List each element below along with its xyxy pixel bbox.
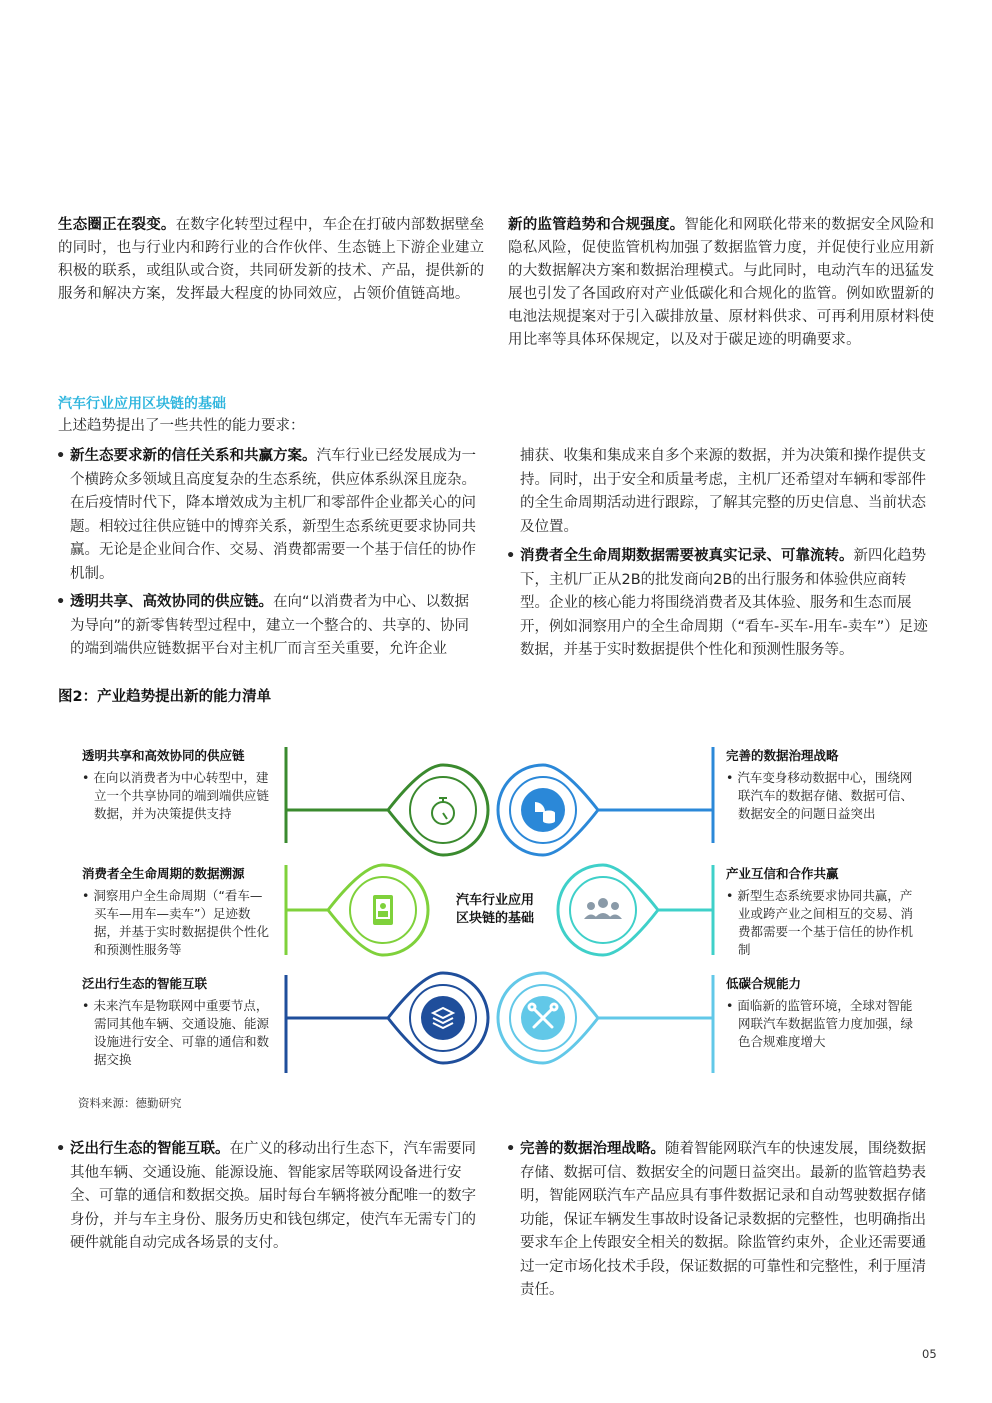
page-number: 05 bbox=[922, 1347, 937, 1361]
caption-body: • 汽车变身移动数据中心，围绕网联汽车的数据存储、数据可信、数据安全的问题日益突出 bbox=[726, 770, 914, 821]
bullet-dot: • bbox=[506, 1141, 516, 1157]
bullet-dot: • bbox=[56, 448, 66, 464]
bullet-heading: 消费者全生命周期数据需要被真实记录、可靠流转。 bbox=[520, 548, 854, 564]
bullet-dot: • bbox=[56, 1141, 66, 1157]
caption-title: 产业互信和合作共赢 bbox=[726, 866, 839, 881]
bullet-consumer-lifecycle bbox=[506, 545, 932, 663]
bullet-text: 随着智能网联汽车的快速发展，围绕数据存储、数据可信、数据安全的问题日益突出。最新的监管趋势表明，智能网联汽车产品应具有事件数据记录和自动驾驶数据存储功能，保证车辆发生事故时设备记录数据的完整性，也明确指出要求车企上传跟安全相关的数据。除监管约束外，企业还需要通过一定市场化技术手段，保证数据的可靠性和完整性，利于厘清责任。 bbox=[520, 1141, 926, 1298]
bullet-text: 在广义的移动出行生态下，汽车需要同其他车辆、交通设施、能源设施、智能家居等联网设备进行安全、可靠的通信和数据交换。届时每台车辆将被分配唯一的数字身份，并与车主身份、服务历史和钱包绑定，使汽车无需专门的硬件就能自动完成各场景的支付。 bbox=[70, 1141, 476, 1251]
ecosystem-paragraph bbox=[58, 214, 486, 306]
caption-title: 泛出行生态的智能互联 bbox=[82, 976, 208, 991]
caption-text: 汽车变身移动数据中心，围绕网联汽车的数据存储、数据可信、数据安全的问题日益突出 bbox=[737, 770, 914, 821]
caption-low-carbon bbox=[726, 975, 914, 1051]
caption-body: • 在向以消费者为中心转型中，建立一个共享协同的端到端供应链数据，并为决策提供支持 bbox=[82, 770, 270, 821]
bullet-text: 捕获、收集和集成来自多个来源的数据，并为决策和操作提供支持。同时，出于安全和质量考虑，主机厂还希望对车辆和零部件的全生命周期活动进行跟踪，了解其完整的历史信息、当前状态及位置。 bbox=[520, 448, 926, 535]
caption-title: 透明共享和高效协同的供应链 bbox=[82, 748, 245, 763]
bullet-supply-chain bbox=[56, 591, 482, 662]
figure-title: 图2：产业趋势提出新的能力清单 bbox=[58, 689, 272, 705]
caption-body: • 未来汽车是物联网中重要节点，需同其他车辆、交通设施、能源设施进行安全、可靠的通信和数据交换 bbox=[82, 998, 270, 1067]
bullet-text: 新四化趋势下，主机厂正从2B的批发商向2B的出行服务和体验供应商转型。企业的核心能力将围绕消费者及其体验、服务和生态而展开，例如洞察用户的全生命周期（“看车-买车-用车-卖车”）足迹数据，并基于实时数据提供个性化和预测性服务等。 bbox=[520, 548, 928, 658]
caption-title: 消费者全生命周期的数据溯源 bbox=[82, 866, 245, 881]
bullet-heading: 新生态要求新的信任关系和共赢方案。 bbox=[70, 448, 317, 464]
mobile-user-icon bbox=[373, 895, 393, 925]
caption-industry-trust bbox=[726, 865, 914, 959]
figure-source: 资料来源：德勤研究 bbox=[78, 1096, 182, 1110]
bullet-heading: 透明共享、高效协同的供应链。 bbox=[70, 594, 273, 610]
section-title: 汽车行业应用区块链的基础 bbox=[58, 396, 226, 412]
caption-title: 低碳合规能力 bbox=[726, 976, 802, 991]
capability-diagram bbox=[58, 735, 928, 1080]
stopwatch-icon bbox=[432, 798, 454, 824]
caption-body: • 洞察用户全生命周期（“看车—买车—用车—卖车”）足迹数据，并基于实时数据提供个性化和预测性服务等 bbox=[82, 888, 270, 957]
caption-text: 未来汽车是物联网中重要节点，需同其他车辆、交通设施、能源设施进行安全、可靠的通信和数据交换 bbox=[93, 998, 270, 1067]
caption-title: 完善的数据治理战略 bbox=[726, 748, 839, 763]
caption-text: 在向以消费者为中心转型中，建立一个共享协同的端到端供应链数据，并为决策提供支持 bbox=[93, 770, 270, 821]
bullet-supply-chain-continued bbox=[520, 445, 932, 539]
caption-text: 洞察用户全生命周期（“看车—买车—用车—卖车”）足迹数据，并基于实时数据提供个性化和预测性服务等 bbox=[93, 888, 270, 957]
section-intro: 上述趋势提出了一些共性的能力要求： bbox=[58, 418, 305, 434]
caption-mobility bbox=[82, 975, 274, 1069]
bullet-text: 汽车行业已经发展成为一个横跨众多领域且高度复杂的生态系统，供应体系纵深且庞杂。在后疫情时代下，降本增效成为主机厂和零部件企业都关心的问题。相较过往供应链中的博弈关系，新型生态系统更要求协同共赢。无论是企业间合作、交易、消费都需要一个基于信任的协作机制。 bbox=[70, 448, 476, 582]
center-label-line-2: 区块链的基础 bbox=[456, 911, 535, 926]
bullet-dot: • bbox=[506, 548, 516, 564]
caption-text: 新型生态系统要求协同共赢，产业或跨产业之间相互的交易、消费都需要一个基于信任的协作机制 bbox=[737, 888, 914, 957]
bullet-heading: 完善的数据治理战略。 bbox=[520, 1141, 665, 1157]
drop-industry-trust bbox=[558, 865, 658, 955]
regulation-paragraph bbox=[508, 214, 936, 352]
ecosystem-text: 在数字化转型过程中，车企在打破内部数据壁垒的同时，也与行业内和跨行业的合作伙伴、生态链上下游企业建立积极的联系，或组队或合资，共同研发新的技术、产品，提供新的服务和解决方案，发挥最大程度的协同效应，占领价值链高地。 bbox=[58, 217, 485, 302]
regulation-heading: 新的监管趋势和合规强度。 bbox=[508, 217, 685, 233]
bullet-smart-mobility bbox=[56, 1138, 482, 1256]
bullet-trust bbox=[56, 445, 482, 586]
drop-supply-chain bbox=[388, 765, 488, 855]
caption-consumer-lifecycle bbox=[82, 865, 274, 959]
diagram-center-label bbox=[456, 892, 566, 928]
caption-supply-chain bbox=[82, 747, 274, 823]
caption-data-governance bbox=[726, 747, 914, 823]
caption-text: 面临新的监管环境，全球对智能网联汽车数据监管力度加强，绿色合规难度增大 bbox=[737, 998, 914, 1049]
bullet-dot: • bbox=[56, 594, 66, 610]
caption-body: • 面临新的监管环境，全球对智能网联汽车数据监管力度加强，绿色合规难度增大 bbox=[726, 998, 914, 1049]
regulation-text: 智能化和网联化带来的数据安全风险和隐私风险，促使监管机构加强了数据监管力度，并促使行业应用新的大数据解决方案和数据治理模式。与此同时，电动汽车的迅猛发展也引发了各国政府对产业低碳化和合规化的监管。例如欧盟新的电池法规提案对于引入碳排放量、原材料供求、可再利用原材料使用比率等具体环保规定，以及对于碳足迹的明确要求。 bbox=[508, 217, 935, 348]
center-label-line-1: 汽车行业应用 bbox=[456, 893, 535, 908]
caption-body: • 新型生态系统要求协同共赢，产业或跨产业之间相互的交易、消费都需要一个基于信任的协作机制 bbox=[726, 888, 914, 957]
people-group-icon bbox=[584, 898, 622, 919]
bullet-text: 在向“以消费者为中心、以数据为导向”的新零售转型过程中，建立一个整合的、共享的、协同的端到端供应链数据平台对主机厂而言至关重要，允许企业 bbox=[70, 594, 470, 657]
ecosystem-heading: 生态圈正在裂变。 bbox=[58, 217, 176, 233]
bullet-heading: 泛出行生态的智能互联。 bbox=[70, 1141, 230, 1157]
bullet-data-governance bbox=[506, 1138, 932, 1303]
